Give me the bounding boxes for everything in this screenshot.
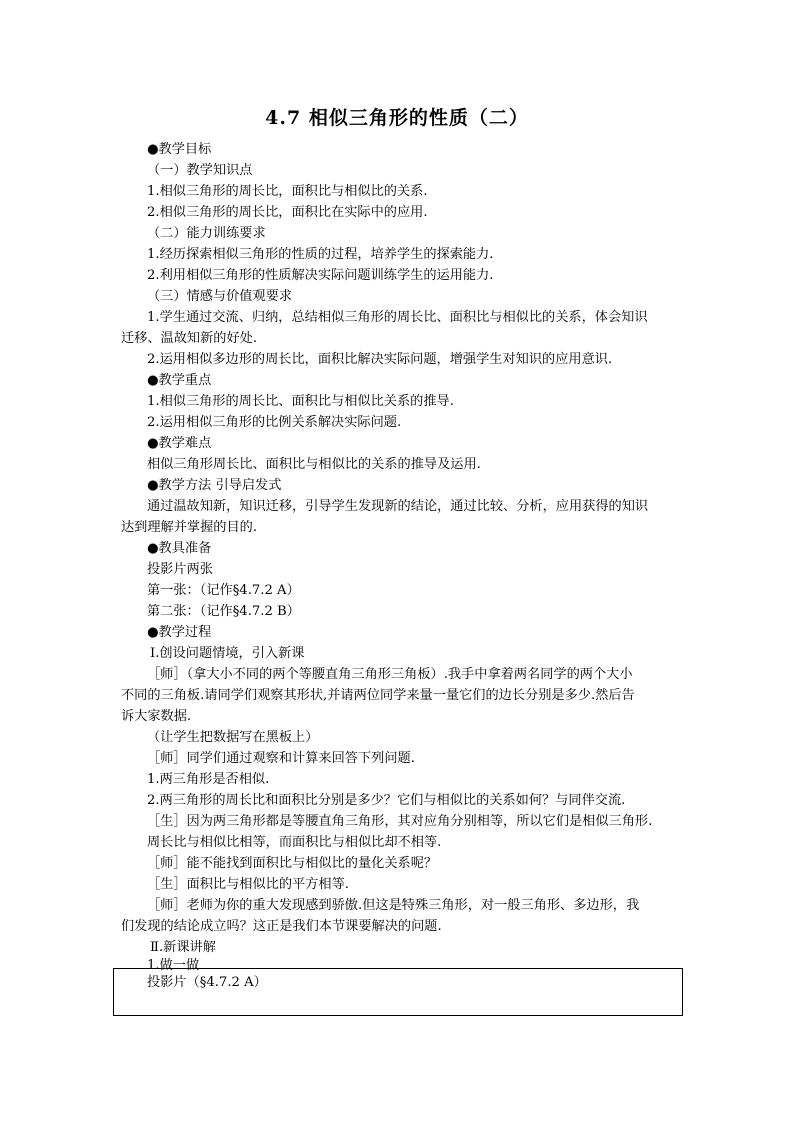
text-line: 1.相似三角形的周长比，面积比与相似比的关系. [147,184,428,199]
section-heading-key-points: ●教学重点 [147,373,212,388]
section-heading-materials: ●教具准备 [147,541,212,556]
section-heading-process: ●教学过程 [147,625,212,640]
text-line: 2.相似三角形的周长比，面积比在实际中的应用. [147,205,428,220]
text-line: 2.运用相似多边形的周长比，面积比解决实际问题，增强学生对知识的应用意识. [147,352,613,367]
text-line: ［师］同学们通过观察和计算来回答下列问题. [147,751,415,766]
text-line: ［生］面积比与相似比的平方相等. [147,877,350,892]
section-heading-difficulties: ●教学难点 [147,436,212,451]
text-line: 迁移、温故知新的好处. [121,331,258,346]
subheading-values-requirements: （三）情感与价值观要求 [147,289,293,304]
text-line: 2.两三角形的周长比和面积比分别是多少？它们与相似比的关系如何？与同伴交流. [147,793,626,808]
text-line: ［生］因为两三角形都是等腰直角三角形，其对应角分别相等，所以它们是相似三角形. [147,814,653,829]
subheading-knowledge-points: （一）教学知识点 [147,163,253,178]
text-line: 通过温故知新，知识迁移，引导学生发现新的结论，通过比较、分析，应用获得的知识 [147,499,649,514]
text-line: 达到理解并掌握的目的. [121,520,258,535]
page-title: 4.7 相似三角形的性质（二） [265,107,529,129]
text-line: 1.两三角形是否相似. [147,772,270,787]
text-line: 不同的三角板.请同学们观察其形状,并请两位同学来量一量它们的边长分别是多少.然后告 [121,688,635,703]
text-line: 周长比与相似比相等，而面积比与相似比却不相等. [147,835,442,850]
text-line: 第一张：（记作§4.7.2 A） [147,583,300,598]
text-line: 们发现的结论成立吗？这正是我们本节课要解决的问题. [121,919,442,934]
text-line: 1.学生通过交流、归纳，总结相似三角形的周长比、面积比与相似比的关系，体会知识 [147,310,648,325]
text-line: 投影片两张 [147,562,213,577]
text-line: ［师］能不能找到面积比与相似比的量化关系呢？ [147,856,438,871]
subheading-ability-requirements: （二）能力训练要求 [147,226,266,241]
section-heading-method: ●教学方法 引导启发式 [147,478,282,493]
projection-slide-box [113,968,683,1016]
subheading-part-1: Ⅰ.创设问题情境，引入新课 [150,646,305,661]
text-line: 相似三角形周长比、面积比与相似比的关系的推导及运用. [147,457,481,472]
projection-slide-label: 投影片（§4.7.2 A） [147,975,267,990]
text-line: ［师］（拿大小不同的两个等腰直角三角形三角板）.我手中拿着两名同学的两个大小 [147,667,633,682]
text-line: 2.运用相似三角形的比例关系解决实际问题. [147,415,402,430]
text-line: （让学生把数据写在黑板上） [147,730,319,745]
text-line: 1.相似三角形的周长比、面积比与相似比关系的推导. [147,394,454,409]
text-line: 2.利用相似三角形的性质解决实际问题训练学生的运用能力. [147,268,494,283]
text-line: 1.经历探索相似三角形的性质的过程，培养学生的探索能力. [147,247,494,262]
subheading-part-2: Ⅱ.新课讲解 [150,940,216,955]
text-line: 第二张：（记作§4.7.2 B） [147,604,300,619]
section-heading-objectives: ●教学目标 [147,142,212,157]
subheading-do-it: 1.做一做 [147,958,200,973]
text-line: ［师］老师为你的重大发现感到骄傲.但这是特殊三角形，对一般三角形、多边形，我 [147,898,640,913]
text-line: 诉大家数据. [121,709,192,724]
